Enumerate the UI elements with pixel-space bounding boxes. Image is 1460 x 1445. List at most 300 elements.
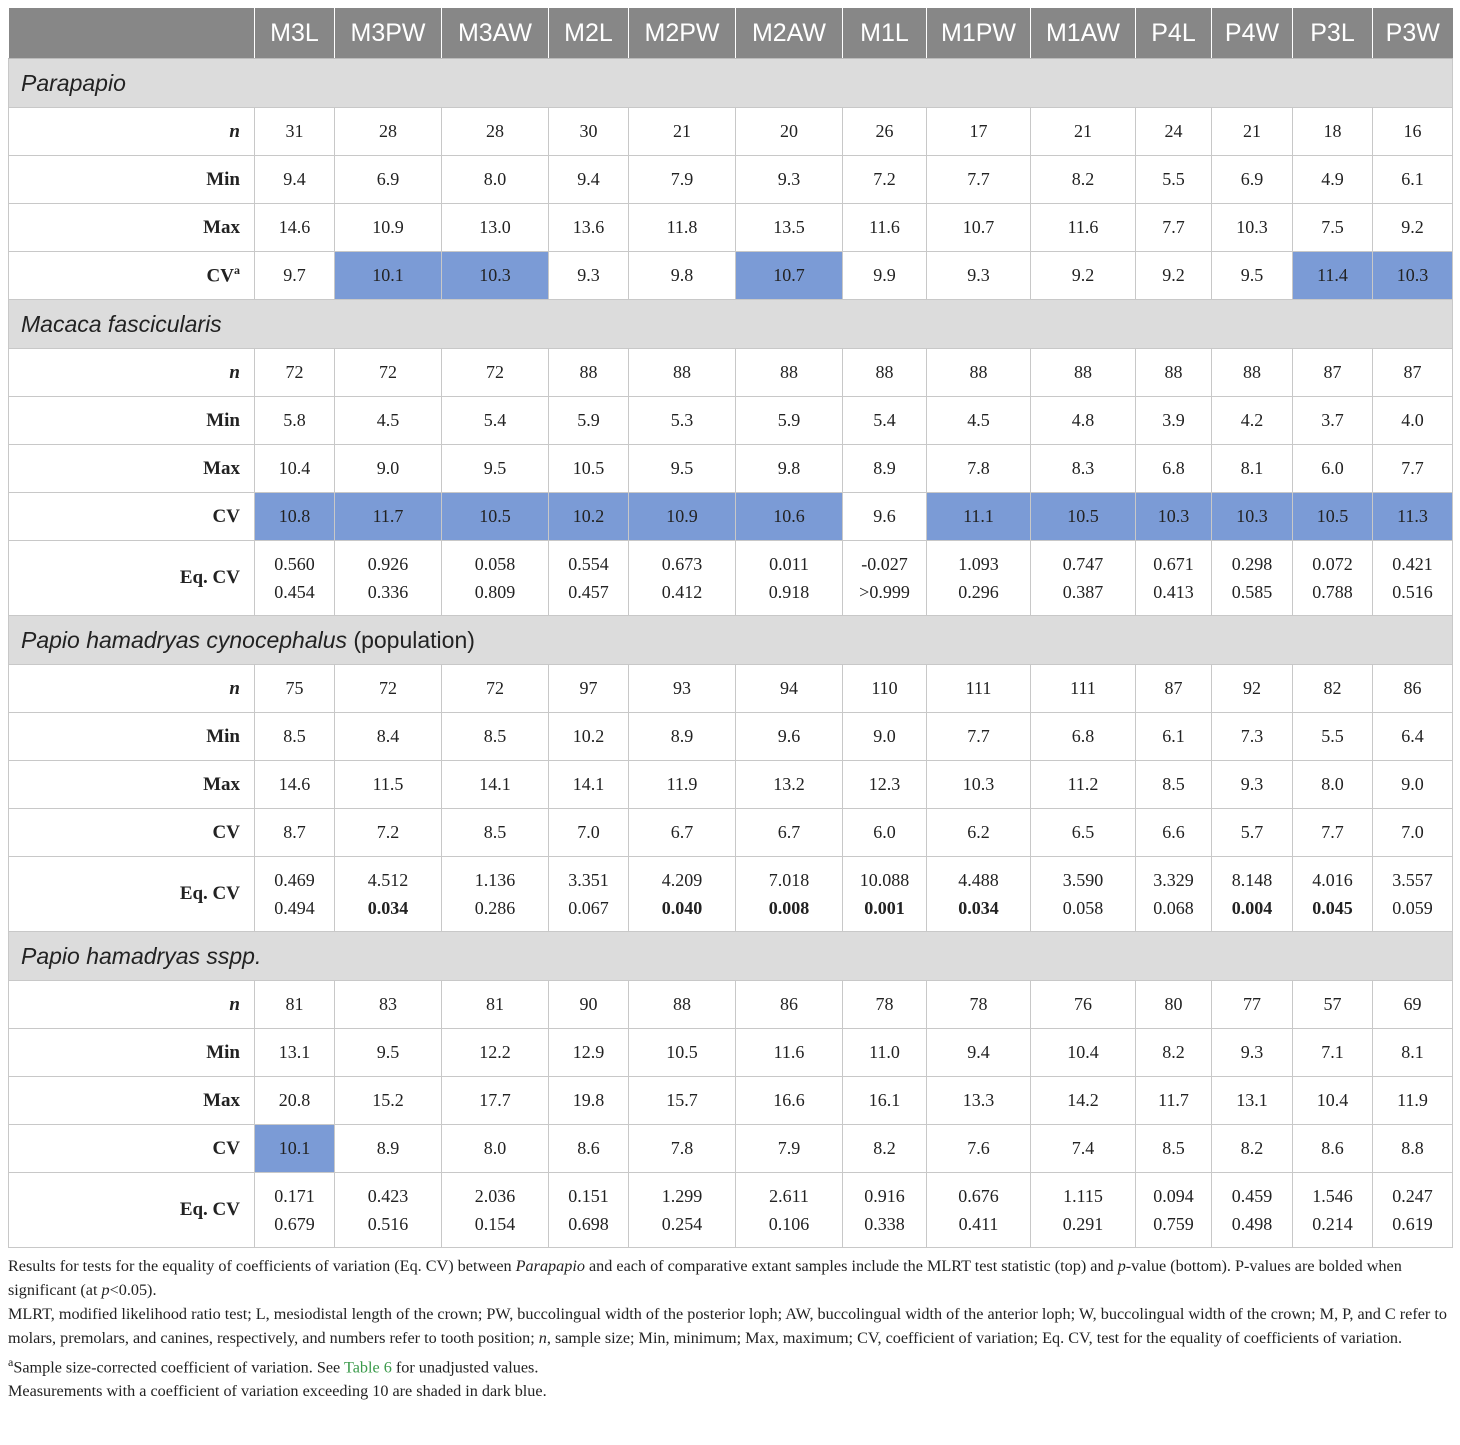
table-cell: 10.5 xyxy=(629,1029,736,1077)
p-value: 0.498 xyxy=(1231,1214,1273,1234)
table-cell: 10.9 xyxy=(335,204,442,252)
mlrt-statistic: 0.423 xyxy=(367,1186,409,1206)
table-cell: 97 xyxy=(549,665,629,713)
p-value: 0.058 xyxy=(1062,898,1104,918)
table-cell: 7.7 xyxy=(927,156,1031,204)
table-cell: 9.8 xyxy=(736,445,843,493)
table-cell: 12.9 xyxy=(549,1029,629,1077)
table-cell: 6.7 xyxy=(629,809,736,857)
table-cell xyxy=(1136,857,1212,932)
table-cell: 88 xyxy=(927,349,1031,397)
p-value: 0.759 xyxy=(1153,1214,1194,1234)
mlrt-statistic: 2.036 xyxy=(474,1186,516,1206)
table-footnotes xyxy=(8,1254,1452,1403)
table-body xyxy=(9,59,1453,1248)
table-cell: 77 xyxy=(1212,981,1293,1029)
document xyxy=(8,8,1452,1403)
table-cell xyxy=(549,857,629,932)
table-cell: 9.2 xyxy=(1373,204,1453,252)
table-cell: 78 xyxy=(843,981,927,1029)
column-header-p4w: P4W xyxy=(1212,8,1293,59)
table-cell: 21 xyxy=(1212,108,1293,156)
table-cell: 10.2 xyxy=(549,493,629,541)
table-cell: 28 xyxy=(335,108,442,156)
p-value: 0.788 xyxy=(1312,582,1353,602)
row-label: Min xyxy=(9,156,255,204)
table-cell: 9.0 xyxy=(843,713,927,761)
table-row xyxy=(9,252,1453,300)
table-cell: 19.8 xyxy=(549,1077,629,1125)
table-cell: 9.3 xyxy=(1212,761,1293,809)
table-cell: 7.8 xyxy=(629,1125,736,1173)
p-value: 0.040 xyxy=(661,898,703,918)
row-label: Min xyxy=(9,713,255,761)
group-header-row xyxy=(9,616,1453,665)
p-value: 0.034 xyxy=(367,898,409,918)
table-cell: 7.7 xyxy=(1136,204,1212,252)
table-cell xyxy=(736,541,843,616)
table-cell: 94 xyxy=(736,665,843,713)
table-cell xyxy=(1373,857,1453,932)
p-value: 0.068 xyxy=(1153,898,1194,918)
table-cell: 8.0 xyxy=(442,1125,549,1173)
table-row xyxy=(9,204,1453,252)
table-cell: 88 xyxy=(736,349,843,397)
table-cell: 12.2 xyxy=(442,1029,549,1077)
table-cell: 13.2 xyxy=(736,761,843,809)
table-row xyxy=(9,1077,1453,1125)
table-cell: 88 xyxy=(1031,349,1136,397)
table-cell: 7.2 xyxy=(843,156,927,204)
table-cell xyxy=(1136,541,1212,616)
table-cell: 11.6 xyxy=(843,204,927,252)
p-value: 0.698 xyxy=(568,1214,609,1234)
column-header-m3l: M3L xyxy=(255,8,335,59)
table-cell xyxy=(927,857,1031,932)
table-row xyxy=(9,713,1453,761)
table-cell: 6.8 xyxy=(1031,713,1136,761)
table-cell xyxy=(1031,541,1136,616)
table-cell: 20.8 xyxy=(255,1077,335,1125)
table-cell: 10.5 xyxy=(549,445,629,493)
table-6-link[interactable]: Table 6 xyxy=(343,1358,392,1377)
table-cell: 10.3 xyxy=(442,252,549,300)
table-cell: 8.9 xyxy=(629,713,736,761)
p-value: 0.008 xyxy=(768,898,810,918)
table-cell: 7.5 xyxy=(1293,204,1373,252)
mlrt-statistic: 2.611 xyxy=(769,1186,809,1206)
table-cell: 88 xyxy=(629,981,736,1029)
mlrt-statistic: 4.512 xyxy=(367,870,409,890)
table-cell: 8.2 xyxy=(1136,1029,1212,1077)
mlrt-statistic: 4.488 xyxy=(958,870,999,890)
p-value: 0.619 xyxy=(1392,1214,1433,1234)
table-cell: 7.0 xyxy=(549,809,629,857)
group-title: Papio hamadryas sspp. xyxy=(9,932,1453,981)
mlrt-statistic: 0.673 xyxy=(661,554,703,574)
table-row xyxy=(9,541,1453,616)
table-cell: 10.6 xyxy=(736,493,843,541)
table-cell: 9.6 xyxy=(736,713,843,761)
table-cell: 11.3 xyxy=(1373,493,1453,541)
table-cell: 88 xyxy=(629,349,736,397)
table-row xyxy=(9,108,1453,156)
table-cell: 6.0 xyxy=(843,809,927,857)
mlrt-statistic: 10.088 xyxy=(859,870,910,890)
mlrt-statistic: 0.151 xyxy=(568,1186,609,1206)
table-cell: 14.6 xyxy=(255,204,335,252)
mlrt-statistic: 4.016 xyxy=(1312,870,1353,890)
table-cell: 88 xyxy=(843,349,927,397)
table-cell: 9.6 xyxy=(843,493,927,541)
table-row xyxy=(9,493,1453,541)
table-cell: 7.7 xyxy=(1373,445,1453,493)
mlrt-statistic: 3.329 xyxy=(1153,870,1194,890)
group-title: Papio hamadryas cynocephalus (population) xyxy=(9,616,1453,665)
table-cell: 24 xyxy=(1136,108,1212,156)
table-cell: 8.2 xyxy=(1031,156,1136,204)
table-cell: 9.5 xyxy=(1212,252,1293,300)
table-cell xyxy=(629,1173,736,1248)
p-value: 0.918 xyxy=(768,582,810,602)
table-cell: 7.8 xyxy=(927,445,1031,493)
p-value: 0.296 xyxy=(958,582,999,602)
row-label: Eq. CV xyxy=(9,541,255,616)
mlrt-statistic: 0.916 xyxy=(864,1186,905,1206)
column-header-m3aw: M3AW xyxy=(442,8,549,59)
table-cell: 7.2 xyxy=(335,809,442,857)
table-cell: 8.1 xyxy=(1212,445,1293,493)
table-cell xyxy=(255,541,335,616)
table-cell: 88 xyxy=(549,349,629,397)
column-header-m3pw: M3PW xyxy=(335,8,442,59)
header-corner xyxy=(9,8,255,59)
table-cell: 10.5 xyxy=(442,493,549,541)
table-cell: 11.9 xyxy=(1373,1077,1453,1125)
table-cell: 4.2 xyxy=(1212,397,1293,445)
table-cell: 72 xyxy=(255,349,335,397)
footnote-shading: Measurements with a coefficient of variation exceeding 10 are shaded in dark blue. xyxy=(8,1382,547,1401)
table-cell: 72 xyxy=(335,665,442,713)
table-cell: 83 xyxy=(335,981,442,1029)
table-cell: 7.6 xyxy=(927,1125,1031,1173)
p-value: 0.494 xyxy=(274,898,315,918)
table-cell: 10.7 xyxy=(927,204,1031,252)
table-cell: 10.1 xyxy=(335,252,442,300)
row-label: $CV^a$ xyxy=(9,252,255,300)
table-cell xyxy=(335,857,442,932)
table-cell: 5.4 xyxy=(442,397,549,445)
column-header-p4l: P4L xyxy=(1136,8,1212,59)
column-header-m1aw: M1AW xyxy=(1031,8,1136,59)
table-cell xyxy=(1031,857,1136,932)
group-title: Macaca fascicularis xyxy=(9,300,1453,349)
row-label: Max xyxy=(9,1077,255,1125)
table-cell: 30 xyxy=(549,108,629,156)
table-cell: 6.6 xyxy=(1136,809,1212,857)
table-row xyxy=(9,809,1453,857)
table-cell: 21 xyxy=(1031,108,1136,156)
p-value: 0.679 xyxy=(274,1214,315,1234)
column-header-p3w: P3W xyxy=(1373,8,1453,59)
p-value: 0.387 xyxy=(1062,582,1104,602)
table-cell: 81 xyxy=(255,981,335,1029)
table-cell: 10.7 xyxy=(736,252,843,300)
table-cell xyxy=(843,1173,927,1248)
table-cell: 15.2 xyxy=(335,1077,442,1125)
table-cell: 5.4 xyxy=(843,397,927,445)
table-row xyxy=(9,857,1453,932)
table-cell: 88 xyxy=(1212,349,1293,397)
table-cell: 10.5 xyxy=(1293,493,1373,541)
cv-table xyxy=(8,8,1453,1248)
p-value: 0.585 xyxy=(1231,582,1273,602)
table-cell: 86 xyxy=(736,981,843,1029)
row-label: Max xyxy=(9,445,255,493)
table-cell: 7.1 xyxy=(1293,1029,1373,1077)
table-cell: 92 xyxy=(1212,665,1293,713)
row-label: Min xyxy=(9,1029,255,1077)
mlrt-statistic: 0.747 xyxy=(1062,554,1104,574)
p-value: 0.286 xyxy=(474,898,516,918)
table-cell xyxy=(335,1173,442,1248)
table-cell: 8.2 xyxy=(1212,1125,1293,1173)
table-cell xyxy=(1136,1173,1212,1248)
table-cell: 87 xyxy=(1293,349,1373,397)
row-label: Max xyxy=(9,761,255,809)
table-cell: 86 xyxy=(1373,665,1453,713)
row-label: CV xyxy=(9,1125,255,1173)
table-cell: 6.2 xyxy=(927,809,1031,857)
table-cell: 8.6 xyxy=(1293,1125,1373,1173)
table-cell xyxy=(736,1173,843,1248)
row-label: n xyxy=(9,981,255,1029)
p-value: 0.254 xyxy=(661,1214,703,1234)
table-cell xyxy=(1293,541,1373,616)
p-value: 0.412 xyxy=(661,582,703,602)
table-cell: 5.9 xyxy=(549,397,629,445)
table-cell: 87 xyxy=(1373,349,1453,397)
table-cell: 16 xyxy=(1373,108,1453,156)
table-cell: 9.2 xyxy=(1136,252,1212,300)
table-cell: 9.3 xyxy=(1212,1029,1293,1077)
mlrt-statistic: 1.546 xyxy=(1312,1186,1353,1206)
table-cell: 5.7 xyxy=(1212,809,1293,857)
table-cell: 4.5 xyxy=(927,397,1031,445)
table-row xyxy=(9,1125,1453,1173)
column-header-m2aw: M2AW xyxy=(736,8,843,59)
mlrt-statistic: 0.469 xyxy=(274,870,315,890)
column-header-m1l: M1L xyxy=(843,8,927,59)
table-cell xyxy=(335,541,442,616)
row-label: Max xyxy=(9,204,255,252)
p-value: 0.411 xyxy=(958,1214,999,1234)
table-row xyxy=(9,761,1453,809)
table-cell xyxy=(1293,1173,1373,1248)
table-cell: 11.4 xyxy=(1293,252,1373,300)
mlrt-statistic: 0.671 xyxy=(1153,554,1194,574)
table-cell xyxy=(1212,1173,1293,1248)
table-cell: 11.9 xyxy=(629,761,736,809)
table-cell: 13.1 xyxy=(1212,1077,1293,1125)
table-cell: 14.1 xyxy=(549,761,629,809)
table-cell: 8.9 xyxy=(335,1125,442,1173)
row-label: Min xyxy=(9,397,255,445)
table-cell xyxy=(629,541,736,616)
table-cell: 10.5 xyxy=(1031,493,1136,541)
mlrt-statistic: 8.148 xyxy=(1231,870,1273,890)
p-value: 0.106 xyxy=(768,1214,810,1234)
group-header-row xyxy=(9,932,1453,981)
table-cell: 28 xyxy=(442,108,549,156)
mlrt-statistic: 0.459 xyxy=(1231,1186,1273,1206)
table-cell: 10.9 xyxy=(629,493,736,541)
table-cell: 4.0 xyxy=(1373,397,1453,445)
group-header-row xyxy=(9,300,1453,349)
mlrt-statistic: 1.136 xyxy=(474,870,516,890)
header-row xyxy=(9,8,1453,59)
table-cell: 3.9 xyxy=(1136,397,1212,445)
table-row xyxy=(9,397,1453,445)
p-value: 0.454 xyxy=(274,582,315,602)
table-cell: 9.4 xyxy=(255,156,335,204)
table-cell xyxy=(843,541,927,616)
table-cell: 13.5 xyxy=(736,204,843,252)
table-cell: 8.7 xyxy=(255,809,335,857)
p-value: 0.413 xyxy=(1153,582,1194,602)
table-cell: 12.3 xyxy=(843,761,927,809)
table-cell: 8.5 xyxy=(1136,1125,1212,1173)
mlrt-statistic: 1.299 xyxy=(661,1186,703,1206)
table-cell: 9.5 xyxy=(442,445,549,493)
table-row xyxy=(9,349,1453,397)
table-cell: 3.7 xyxy=(1293,397,1373,445)
footnote-abbreviations: MLRT, modified likelihood ratio test; L, mesiodistal length of the crown; PW, buccolingual width of the posterior loph; AW, buccolingual width of the anterior loph; W, buccolingual width of the crown; M, P, and C refer to molars, premolars, and canines, respectively, and numbers refer to tooth position; n, sample size; Min, minimum; Max, maximum; CV, coefficient of variation; Eq. CV, test for the equality of coefficients of variation. xyxy=(8,1305,1447,1347)
table-cell xyxy=(843,857,927,932)
table-cell: 20 xyxy=(736,108,843,156)
table-cell xyxy=(255,857,335,932)
p-value: 0.045 xyxy=(1312,898,1353,918)
table-cell: 87 xyxy=(1136,665,1212,713)
table-cell: 8.0 xyxy=(442,156,549,204)
mlrt-statistic: 0.926 xyxy=(367,554,409,574)
p-value: 0.004 xyxy=(1231,898,1273,918)
table-cell: 8.4 xyxy=(335,713,442,761)
table-cell xyxy=(442,1173,549,1248)
table-cell: 9.3 xyxy=(927,252,1031,300)
table-cell: 16.1 xyxy=(843,1077,927,1125)
p-value: 0.291 xyxy=(1062,1214,1104,1234)
table-cell: 6.8 xyxy=(1136,445,1212,493)
table-cell xyxy=(1293,857,1373,932)
table-cell: 18 xyxy=(1293,108,1373,156)
table-cell: 9.0 xyxy=(1373,761,1453,809)
table-cell: 4.9 xyxy=(1293,156,1373,204)
table-cell: 17.7 xyxy=(442,1077,549,1125)
table-cell: 6.1 xyxy=(1136,713,1212,761)
table-cell xyxy=(927,541,1031,616)
table-cell: 7.7 xyxy=(1293,809,1373,857)
table-cell: 6.9 xyxy=(335,156,442,204)
table-cell: 5.3 xyxy=(629,397,736,445)
mlrt-statistic: 7.018 xyxy=(768,870,810,890)
p-value: 0.809 xyxy=(474,582,516,602)
mlrt-statistic: 0.094 xyxy=(1153,1186,1194,1206)
group-title: Parapapio xyxy=(9,59,1453,108)
table-cell: 11.2 xyxy=(1031,761,1136,809)
table-cell: 76 xyxy=(1031,981,1136,1029)
table-cell: 11.8 xyxy=(629,204,736,252)
table-cell xyxy=(629,857,736,932)
table-cell: 5.8 xyxy=(255,397,335,445)
table-cell: 13.1 xyxy=(255,1029,335,1077)
table-cell: 13.0 xyxy=(442,204,549,252)
table-cell: 10.3 xyxy=(927,761,1031,809)
p-value: 0.154 xyxy=(474,1214,516,1234)
table-cell: 4.5 xyxy=(335,397,442,445)
table-row xyxy=(9,981,1453,1029)
table-cell: 9.0 xyxy=(335,445,442,493)
mlrt-statistic: 0.421 xyxy=(1392,554,1433,574)
column-header-m2pw: M2PW xyxy=(629,8,736,59)
table-cell xyxy=(1212,541,1293,616)
column-header-p3l: P3L xyxy=(1293,8,1373,59)
mlrt-statistic: 0.298 xyxy=(1231,554,1273,574)
table-row xyxy=(9,665,1453,713)
mlrt-statistic: 3.590 xyxy=(1062,870,1104,890)
row-label: n xyxy=(9,108,255,156)
table-cell xyxy=(1373,1173,1453,1248)
table-cell: 8.6 xyxy=(549,1125,629,1173)
group-header-row xyxy=(9,59,1453,108)
table-cell: 26 xyxy=(843,108,927,156)
table-cell xyxy=(1212,857,1293,932)
table-cell: 10.3 xyxy=(1212,204,1293,252)
p-value: 0.034 xyxy=(958,898,999,918)
p-value: 0.059 xyxy=(1392,898,1433,918)
table-cell: 8.5 xyxy=(1136,761,1212,809)
table-cell: 9.2 xyxy=(1031,252,1136,300)
p-value: 0.338 xyxy=(864,1214,905,1234)
mlrt-statistic: 0.554 xyxy=(568,554,609,574)
table-row xyxy=(9,156,1453,204)
mlrt-statistic: 0.072 xyxy=(1312,554,1353,574)
mlrt-statistic: 0.560 xyxy=(274,554,315,574)
table-cell xyxy=(1031,1173,1136,1248)
mlrt-statistic: 0.247 xyxy=(1392,1186,1433,1206)
table-cell: 8.8 xyxy=(1373,1125,1453,1173)
table-cell: 9.8 xyxy=(629,252,736,300)
table-cell: 82 xyxy=(1293,665,1373,713)
table-cell xyxy=(1373,541,1453,616)
row-label: n xyxy=(9,665,255,713)
row-label: Eq. CV xyxy=(9,1173,255,1248)
table-cell: 5.9 xyxy=(736,397,843,445)
table-cell: 8.5 xyxy=(442,713,549,761)
table-cell: 9.3 xyxy=(549,252,629,300)
table-cell: 111 xyxy=(1031,665,1136,713)
table-cell: 6.9 xyxy=(1212,156,1293,204)
mlrt-statistic: 3.557 xyxy=(1392,870,1433,890)
table-cell: 10.4 xyxy=(255,445,335,493)
table-cell xyxy=(927,1173,1031,1248)
table-cell: 6.5 xyxy=(1031,809,1136,857)
row-label: CV xyxy=(9,493,255,541)
table-cell: 17 xyxy=(927,108,1031,156)
table-cell: 78 xyxy=(927,981,1031,1029)
table-cell: 9.7 xyxy=(255,252,335,300)
table-cell: 8.2 xyxy=(843,1125,927,1173)
